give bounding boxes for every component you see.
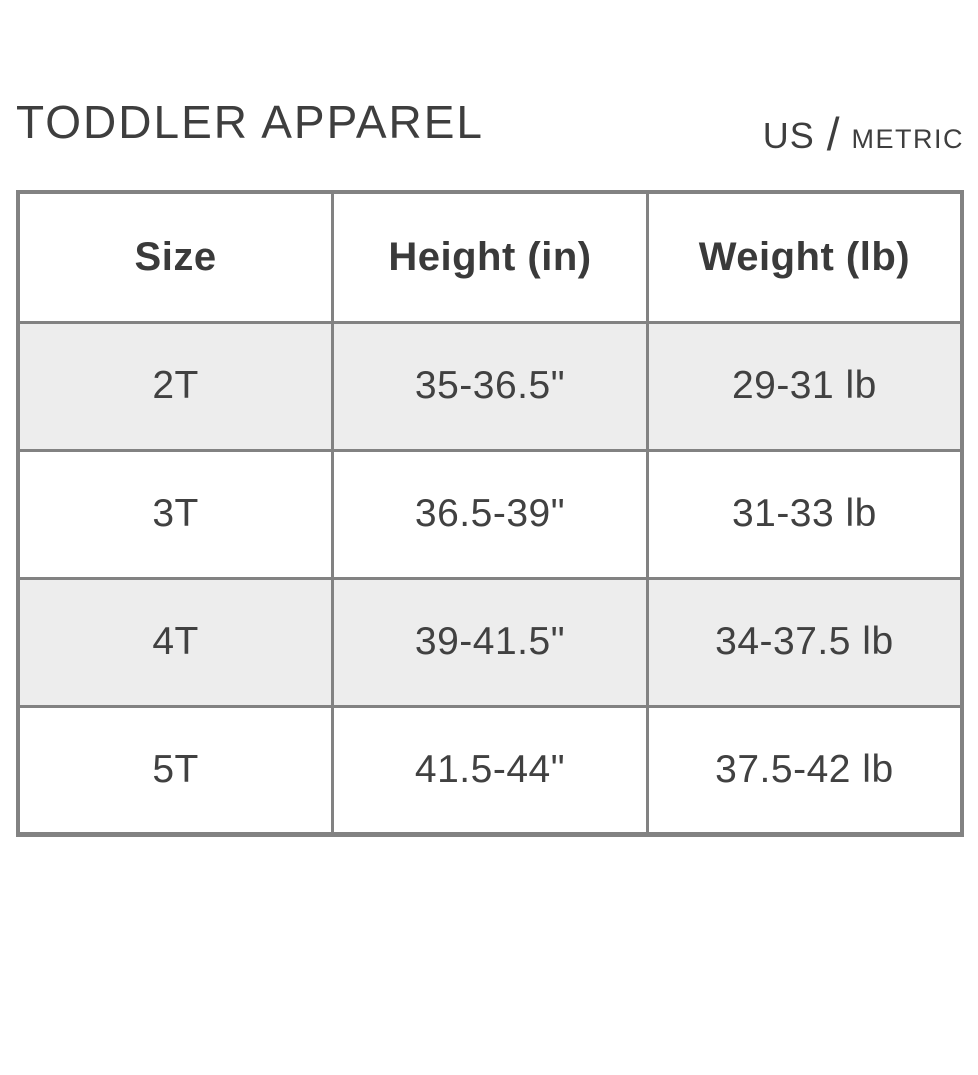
column-header-size: Size: [18, 192, 333, 322]
header-row: [18, 192, 962, 322]
height-cell: 35-36.5": [333, 322, 648, 450]
page-title: TODDLER APPAREL: [16, 96, 485, 148]
weight-cell: 29-31 lb: [647, 322, 962, 450]
unit-option-us[interactable]: US: [762, 115, 815, 156]
size-guide-page: [0, 97, 978, 837]
column-header-height: Height (in): [333, 192, 648, 322]
size-cell: 3T: [18, 450, 333, 578]
size-cell: 2T: [18, 322, 333, 450]
unit-option-metric[interactable]: METRIC: [851, 124, 964, 154]
unit-toggle-separator: /: [826, 108, 840, 160]
height-cell: 39-41.5": [333, 578, 648, 706]
weight-cell: 37.5-42 lb: [647, 706, 962, 834]
table-row-2t: [18, 322, 962, 450]
table-row-4t: [18, 578, 962, 706]
weight-cell: 34-37.5 lb: [647, 578, 962, 706]
column-header-weight: Weight (lb): [647, 192, 962, 322]
height-cell: 36.5-39": [333, 450, 648, 578]
table-row-3t: [18, 450, 962, 578]
unit-toggle[interactable]: [763, 105, 964, 159]
header-row: [16, 96, 964, 160]
weight-cell: 31-33 lb: [647, 450, 962, 578]
table-row-5t: [18, 706, 962, 834]
height-cell: 41.5-44": [333, 706, 648, 834]
size-cell: 5T: [18, 706, 333, 834]
size-cell: 4T: [18, 578, 333, 706]
size-table: [16, 190, 964, 837]
size-table-body: [18, 322, 962, 834]
size-table-head: [18, 192, 962, 322]
